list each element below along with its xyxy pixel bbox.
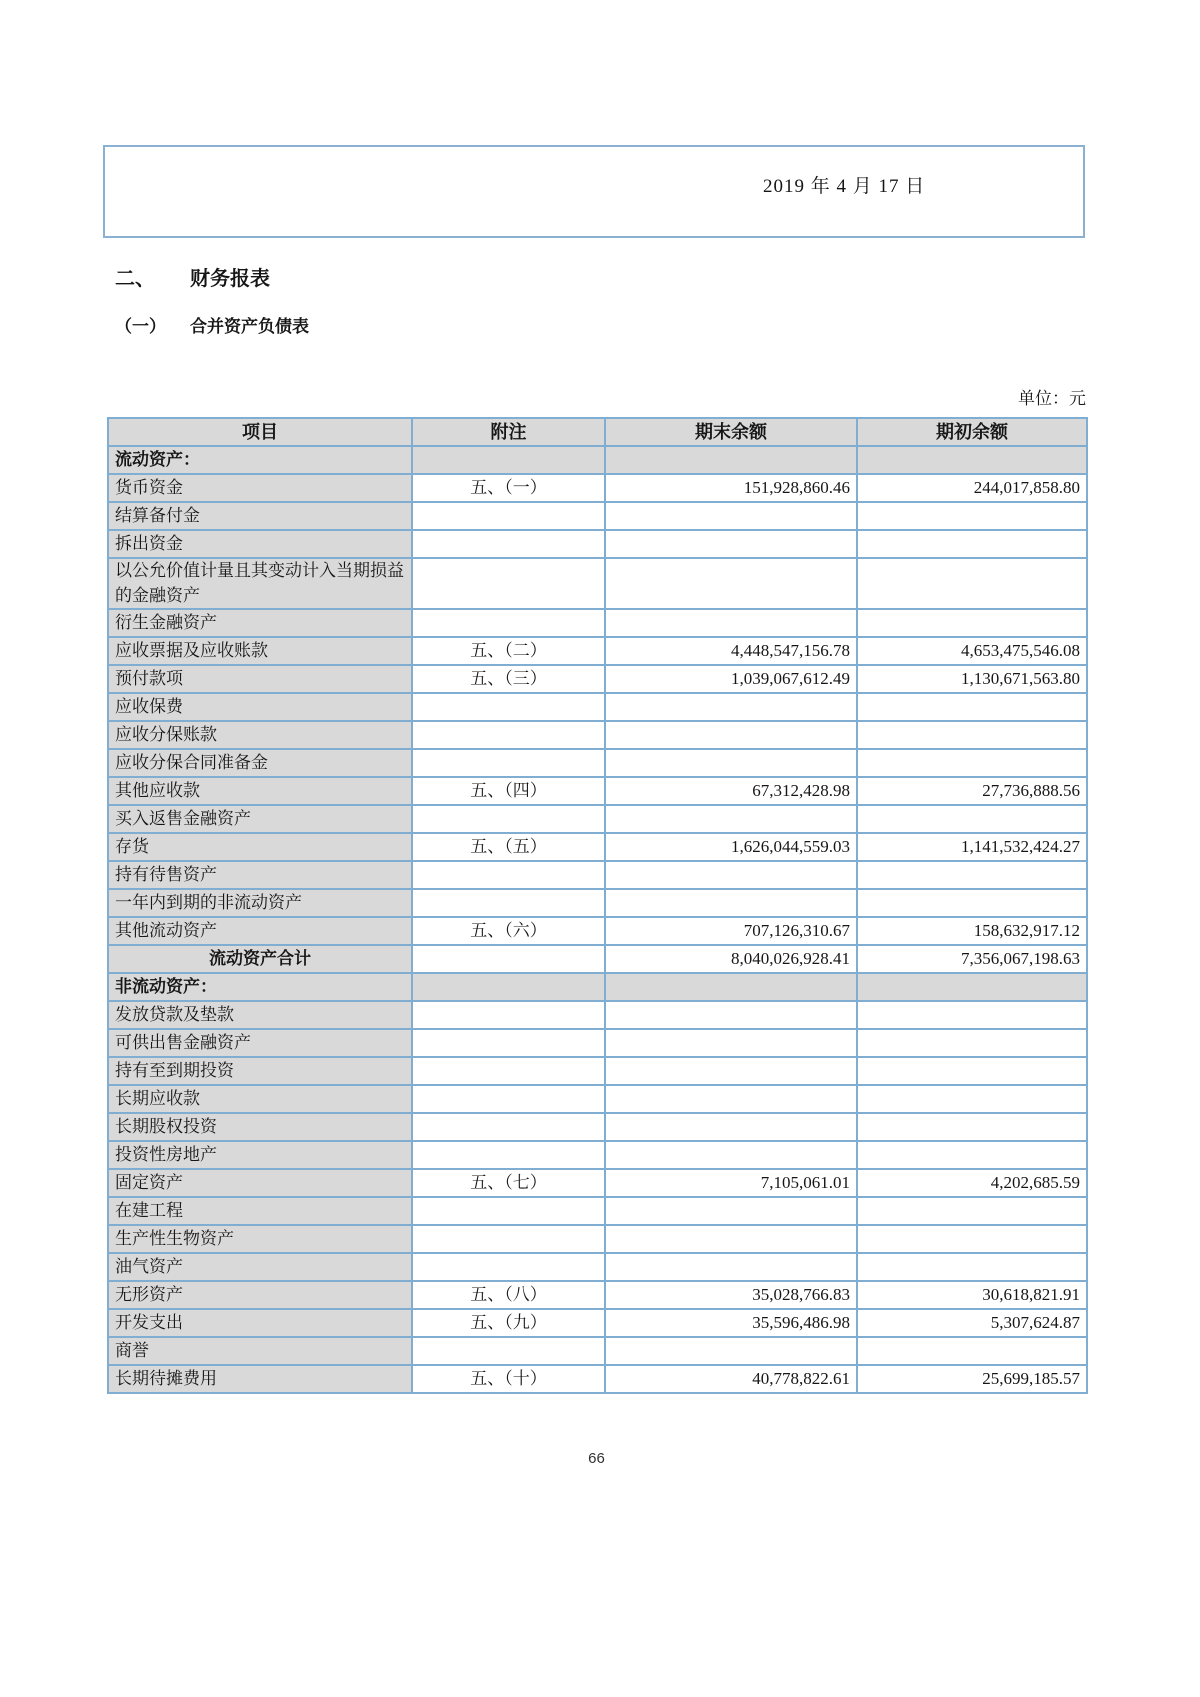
cell-item: 开发支出 <box>108 1309 412 1337</box>
date-box <box>103 145 1085 238</box>
cell-item: 持有至到期投资 <box>108 1057 412 1085</box>
cell-ending-balance <box>605 1085 857 1113</box>
balance-sheet-body <box>108 446 1087 1393</box>
cell-item: 应收分保合同准备金 <box>108 749 412 777</box>
cell-note <box>412 1001 605 1029</box>
cell-beginning-balance <box>857 721 1087 749</box>
cell-item: 其他流动资产 <box>108 917 412 945</box>
cell-ending-balance: 4,448,547,156.78 <box>605 637 857 665</box>
table-row <box>108 1197 1087 1225</box>
table-row <box>108 1113 1087 1141</box>
cell-ending-balance <box>605 1001 857 1029</box>
table-row <box>108 1001 1087 1029</box>
cell-item: 在建工程 <box>108 1197 412 1225</box>
section-heading <box>115 262 270 291</box>
cell-ending-balance <box>605 1337 857 1365</box>
cell-beginning-balance: 1,141,532,424.27 <box>857 833 1087 861</box>
cell-beginning-balance <box>857 1141 1087 1169</box>
sub-heading-title: 合并资产负债表 <box>190 317 309 336</box>
cell-item: 衍生金融资产 <box>108 609 412 637</box>
cell-note: 五、（七） <box>412 1169 605 1197</box>
cell-beginning-balance <box>857 749 1087 777</box>
table-row <box>108 1253 1087 1281</box>
cell-note <box>412 609 605 637</box>
cell-beginning-balance: 7,356,067,198.63 <box>857 945 1087 973</box>
cell-beginning-balance <box>857 1085 1087 1113</box>
table-row <box>108 1281 1087 1309</box>
cell-note <box>412 1029 605 1057</box>
cell-note: 五、（九） <box>412 1309 605 1337</box>
cell-note <box>412 502 605 530</box>
balance-sheet-table <box>107 417 1088 1394</box>
cell-ending-balance: 1,626,044,559.03 <box>605 833 857 861</box>
table-row <box>108 558 1087 609</box>
cell-note <box>412 1225 605 1253</box>
cell-item: 商誉 <box>108 1337 412 1365</box>
cell-item: 长期待摊费用 <box>108 1365 412 1393</box>
cell-note: 五、（四） <box>412 777 605 805</box>
cell-item: 无形资产 <box>108 1281 412 1309</box>
cell-item: 长期应收款 <box>108 1085 412 1113</box>
cell-note <box>412 945 605 973</box>
cell-note <box>412 1057 605 1085</box>
table-header-row <box>108 418 1087 446</box>
cell-ending-balance <box>605 609 857 637</box>
col-header-beginning-balance: 期初余额 <box>857 418 1087 446</box>
cell-note: 五、（六） <box>412 917 605 945</box>
cell-ending-balance <box>605 1113 857 1141</box>
col-header-note: 附注 <box>412 418 605 446</box>
section-heading-number: 二、 <box>115 268 155 290</box>
cell-note: 五、（二） <box>412 637 605 665</box>
table-row <box>108 693 1087 721</box>
cell-note <box>412 861 605 889</box>
table-row <box>108 1029 1087 1057</box>
cell-beginning-balance: 4,202,685.59 <box>857 1169 1087 1197</box>
cell-ending-balance: 67,312,428.98 <box>605 777 857 805</box>
cell-item: 非流动资产： <box>108 973 412 1001</box>
cell-note: 五、（八） <box>412 1281 605 1309</box>
cell-beginning-balance <box>857 609 1087 637</box>
cell-note <box>412 1113 605 1141</box>
cell-note <box>412 1141 605 1169</box>
cell-ending-balance <box>605 693 857 721</box>
cell-beginning-balance <box>857 861 1087 889</box>
cell-note <box>412 973 605 1001</box>
cell-beginning-balance <box>857 1029 1087 1057</box>
cell-beginning-balance: 5,307,624.87 <box>857 1309 1087 1337</box>
cell-note <box>412 889 605 917</box>
cell-ending-balance <box>605 446 857 474</box>
table-row <box>108 1057 1087 1085</box>
cell-ending-balance <box>605 1225 857 1253</box>
table-row <box>108 889 1087 917</box>
sub-heading-number: （一） <box>115 317 166 336</box>
cell-note <box>412 749 605 777</box>
cell-beginning-balance: 27,736,888.56 <box>857 777 1087 805</box>
table-row <box>108 1225 1087 1253</box>
cell-item: 发放贷款及垫款 <box>108 1001 412 1029</box>
cell-item: 结算备付金 <box>108 502 412 530</box>
cell-beginning-balance: 25,699,185.57 <box>857 1365 1087 1393</box>
cell-ending-balance <box>605 1057 857 1085</box>
table-row <box>108 665 1087 693</box>
cell-item: 持有待售资产 <box>108 861 412 889</box>
cell-beginning-balance <box>857 693 1087 721</box>
cell-item: 应收票据及应收账款 <box>108 637 412 665</box>
col-header-item: 项目 <box>108 418 412 446</box>
cell-ending-balance <box>605 889 857 917</box>
table-row <box>108 1365 1087 1393</box>
cell-beginning-balance: 1,130,671,563.80 <box>857 665 1087 693</box>
table-row <box>108 833 1087 861</box>
cell-ending-balance: 151,928,860.46 <box>605 474 857 502</box>
cell-note <box>412 721 605 749</box>
table-row <box>108 1169 1087 1197</box>
cell-ending-balance: 35,028,766.83 <box>605 1281 857 1309</box>
cell-item: 油气资产 <box>108 1253 412 1281</box>
cell-item: 可供出售金融资产 <box>108 1029 412 1057</box>
cell-beginning-balance <box>857 805 1087 833</box>
cell-ending-balance: 1,039,067,612.49 <box>605 665 857 693</box>
cell-beginning-balance: 158,632,917.12 <box>857 917 1087 945</box>
cell-beginning-balance <box>857 530 1087 558</box>
cell-item: 以公允价值计量且其变动计入当期损益的金融资产 <box>108 558 412 609</box>
cell-note <box>412 1337 605 1365</box>
cell-beginning-balance <box>857 1001 1087 1029</box>
table-row <box>108 530 1087 558</box>
cell-beginning-balance <box>857 1113 1087 1141</box>
cell-beginning-balance <box>857 1057 1087 1085</box>
cell-beginning-balance <box>857 1337 1087 1365</box>
cell-item: 其他应收款 <box>108 777 412 805</box>
cell-note: 五、（五） <box>412 833 605 861</box>
table-row <box>108 1337 1087 1365</box>
cell-ending-balance <box>605 502 857 530</box>
table-row <box>108 1141 1087 1169</box>
cell-note: 五、（一） <box>412 474 605 502</box>
cell-ending-balance <box>605 749 857 777</box>
table-row <box>108 637 1087 665</box>
cell-note <box>412 558 605 609</box>
cell-ending-balance <box>605 1253 857 1281</box>
cell-item: 预付款项 <box>108 665 412 693</box>
table-row <box>108 861 1087 889</box>
cell-ending-balance <box>605 861 857 889</box>
table-row <box>108 446 1087 474</box>
cell-item: 应收保费 <box>108 693 412 721</box>
col-header-ending-balance: 期末余额 <box>605 418 857 446</box>
cell-beginning-balance <box>857 889 1087 917</box>
cell-beginning-balance: 30,618,821.91 <box>857 1281 1087 1309</box>
table-row <box>108 945 1087 973</box>
cell-ending-balance: 7,105,061.01 <box>605 1169 857 1197</box>
cell-beginning-balance <box>857 446 1087 474</box>
report-date: 2019 年 4 月 17 日 <box>763 176 926 197</box>
table-row <box>108 917 1087 945</box>
cell-ending-balance: 707,126,310.67 <box>605 917 857 945</box>
table-row <box>108 805 1087 833</box>
cell-beginning-balance <box>857 1253 1087 1281</box>
cell-ending-balance <box>605 1029 857 1057</box>
cell-ending-balance: 8,040,026,928.41 <box>605 945 857 973</box>
cell-note <box>412 1197 605 1225</box>
cell-note <box>412 693 605 721</box>
cell-ending-balance <box>605 805 857 833</box>
cell-ending-balance <box>605 530 857 558</box>
unit-label: 单位：元 <box>1018 389 1086 408</box>
cell-item: 应收分保账款 <box>108 721 412 749</box>
cell-item: 流动资产： <box>108 446 412 474</box>
cell-beginning-balance <box>857 502 1087 530</box>
table-row <box>108 749 1087 777</box>
table-row <box>108 609 1087 637</box>
cell-ending-balance <box>605 1197 857 1225</box>
table-row <box>108 721 1087 749</box>
cell-note <box>412 1253 605 1281</box>
cell-item: 流动资产合计 <box>108 945 412 973</box>
table-row <box>108 502 1087 530</box>
cell-note <box>412 1085 605 1113</box>
cell-beginning-balance: 244,017,858.80 <box>857 474 1087 502</box>
cell-item: 投资性房地产 <box>108 1141 412 1169</box>
cell-item: 一年内到期的非流动资产 <box>108 889 412 917</box>
cell-item: 固定资产 <box>108 1169 412 1197</box>
cell-note <box>412 805 605 833</box>
cell-note <box>412 446 605 474</box>
cell-beginning-balance <box>857 1197 1087 1225</box>
table-row <box>108 973 1087 1001</box>
cell-item: 生产性生物资产 <box>108 1225 412 1253</box>
table-row <box>108 1085 1087 1113</box>
cell-beginning-balance: 4,653,475,546.08 <box>857 637 1087 665</box>
cell-ending-balance <box>605 721 857 749</box>
sub-heading <box>115 312 309 337</box>
table-row <box>108 1309 1087 1337</box>
table-row <box>108 777 1087 805</box>
cell-ending-balance: 35,596,486.98 <box>605 1309 857 1337</box>
cell-item: 货币资金 <box>108 474 412 502</box>
page-number: 66 <box>588 1450 605 1467</box>
cell-item: 拆出资金 <box>108 530 412 558</box>
section-heading-title: 财务报表 <box>190 268 270 290</box>
cell-note <box>412 530 605 558</box>
cell-item: 买入返售金融资产 <box>108 805 412 833</box>
cell-ending-balance <box>605 558 857 609</box>
cell-beginning-balance <box>857 1225 1087 1253</box>
cell-item: 长期股权投资 <box>108 1113 412 1141</box>
cell-ending-balance <box>605 1141 857 1169</box>
cell-note: 五、（三） <box>412 665 605 693</box>
cell-beginning-balance <box>857 973 1087 1001</box>
cell-ending-balance: 40,778,822.61 <box>605 1365 857 1393</box>
cell-ending-balance <box>605 973 857 1001</box>
cell-note: 五、（十） <box>412 1365 605 1393</box>
cell-item: 存货 <box>108 833 412 861</box>
table-row <box>108 474 1087 502</box>
cell-beginning-balance <box>857 558 1087 609</box>
